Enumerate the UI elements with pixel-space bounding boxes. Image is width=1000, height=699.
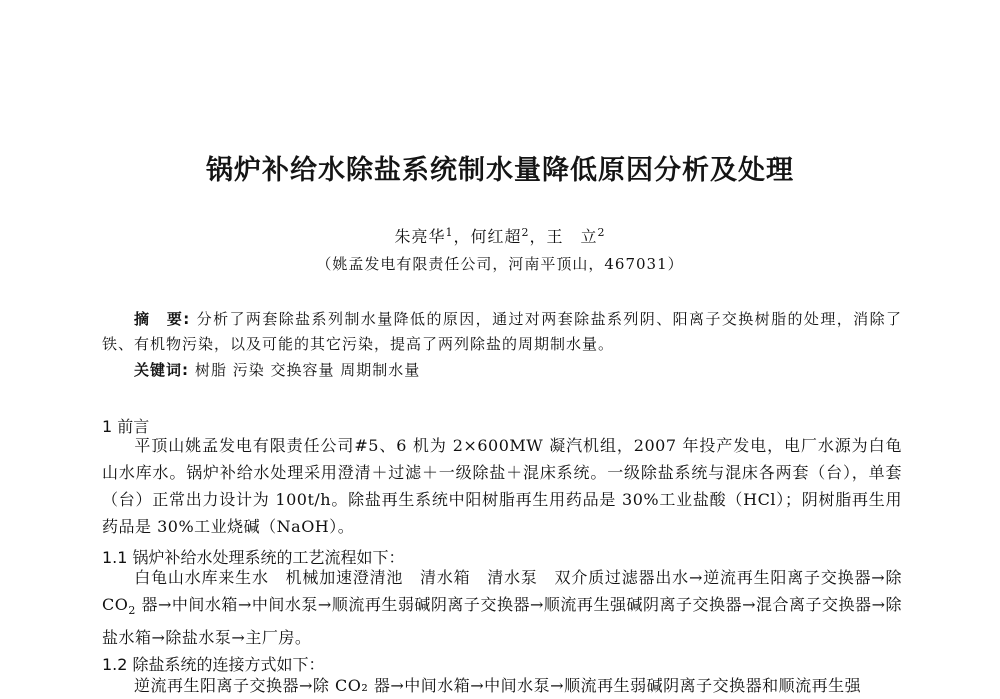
body-paragraph — [102, 432, 902, 540]
abstract-text: 分析了两套除盐系列制水量降低的原因，通过对两套除盐系列阴、阳离子交换树脂的处理，消除了铁、有机物污染，以及可能的其它污染，提高了两列除盐的周期制水量。 — [102, 310, 903, 353]
paragraph-text: 器→中间水箱→中间水泵→顺流再生弱碱阴离子交换器→顺流再生强碱阴离子交换器→混合离子交换器→除盐水箱→除盐水泵→主厂房。 — [102, 595, 902, 648]
keywords — [134, 359, 894, 380]
paragraph-text: 平顶山姚孟发电有限责任公司#5、6 机为 2×600MW 凝汽机组，2007 年投产发电，电厂水源为白龟山水库水。锅炉补给水处理采用澄清＋过滤＋一级除盐＋混床系统。一级除盐系统与混床各两套（台），单套（台）正常出力设计为 100t/h。除盐再生系统中阳树脂再生用药品是 30%工业盐酸（HCl）；阴树脂再生用药品是 30%工业烧碱（NaOH）。 — [102, 436, 902, 536]
keywords-text: 树脂 污染 交换容量 周期制水量 — [195, 361, 421, 379]
author-affiliation-mark: 1 — [445, 226, 454, 239]
body-paragraph — [102, 564, 902, 651]
author-affiliation: （姚孟发电有限责任公司，河南平顶山，467031） — [316, 255, 684, 273]
body-paragraph-partial — [102, 672, 902, 699]
section-heading: 1 前言 — [102, 417, 150, 436]
author-name: 王 立 — [546, 227, 598, 246]
keywords-label: 关键词: — [134, 361, 189, 379]
author-name: 朱亮华 — [394, 227, 446, 246]
author-name: 何红超 — [470, 227, 522, 246]
author-affiliation-mark: 2 — [597, 226, 606, 239]
author-separator: ， — [529, 227, 547, 246]
abstract — [102, 307, 902, 357]
author-separator: ， — [453, 227, 471, 246]
paragraph-text: 逆流再生阳离子交换器→除 CO₂ 器→中间水箱→中间水泵→顺流再生弱碱阴离子交换器和顺流再生强 — [134, 676, 862, 695]
subsection-heading: 1.1 锅炉补给水处理系统的工艺流程如下： — [102, 548, 405, 567]
paper-title: 锅炉补给水除盐系统制水量降低原因分析及处理 — [206, 155, 794, 186]
subsection-heading: 1.2 除盐系统的连接方式如下： — [102, 655, 325, 674]
author-line — [0, 224, 1000, 247]
abstract-label: 摘 要: — [134, 310, 191, 328]
author-affiliation-mark: 2 — [521, 226, 530, 239]
paragraph-text: 白龟山水库来生水 机械加速澄清池 清水箱 清水泵 双介质过滤器出水→逆流再生阳离子交换器→除 CO — [102, 568, 902, 614]
subscript: 2 — [128, 604, 136, 618]
